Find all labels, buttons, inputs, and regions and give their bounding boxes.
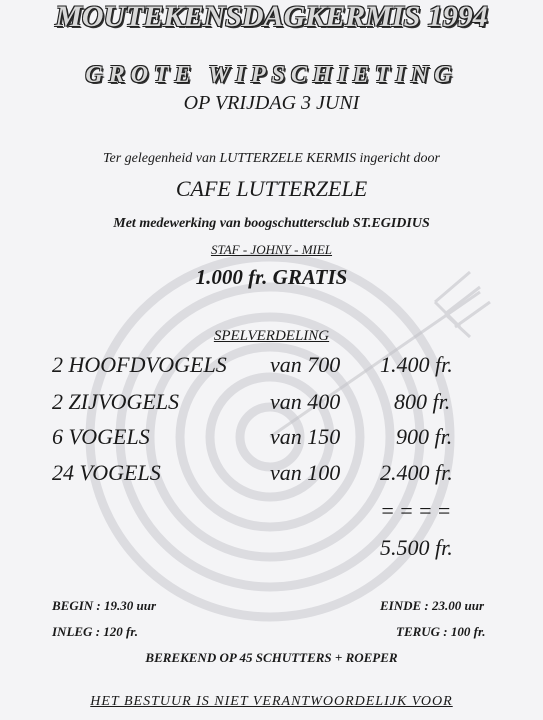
begin-time: BEGIN : 19.30 uur — [52, 598, 157, 613]
prize-total: 2.400 fr. — [380, 460, 453, 485]
poster-subtitle: GROTE WIPSCHIETING — [85, 62, 458, 88]
poster-title: MOUTEKENSDAGKERMIS 1994 — [55, 0, 488, 33]
prize-total: 900 fr. — [396, 424, 453, 449]
sum-separator: ==== — [380, 498, 456, 523]
refund: TERUG : 100 fr. — [396, 624, 486, 639]
prize-name: 24 VOGELS — [52, 460, 161, 485]
occasion-text: Ter gelegenheid van LUTTERZELE KERMIS ingericht door — [102, 151, 441, 166]
prize-unit: van 100 — [270, 460, 341, 485]
cooperation-text: Met medewerking van boogschuttersclub ST.EGIDIUS — [113, 216, 430, 231]
prize-name: 2 ZIJVOGELS — [52, 389, 180, 414]
prize-name: 2 HOOFDVOGELS — [52, 352, 227, 377]
prize-total: 800 fr. — [394, 389, 451, 414]
calculation-note: BEREKEND OP 45 SCHUTTERS + ROEPER — [145, 650, 398, 665]
distribution-heading: SPELVERDELING — [213, 328, 330, 344]
free-prize: 1.000 fr. GRATIS — [195, 265, 348, 289]
prize-name: 6 VOGELS — [52, 424, 150, 449]
end-time: EINDE : 23.00 uur — [380, 598, 485, 613]
organizer-name: CAFE LUTTERZELE — [175, 176, 368, 201]
prize-total: 1.400 fr. — [380, 352, 453, 377]
prize-unit: van 700 — [270, 352, 341, 377]
disclaimer: HET BESTUUR IS NIET VERANTWOORDELIJK VOOR — [90, 694, 453, 709]
staff-names: STAF - JOHNY - MIEL — [210, 242, 333, 257]
event-date: OP VRIJDAG 3 JUNI — [183, 92, 360, 114]
entry-fee: INLEG : 120 fr. — [52, 624, 138, 639]
prize-unit: van 400 — [270, 389, 341, 414]
prize-unit: van 150 — [270, 424, 341, 449]
grand-total: 5.500 fr. — [380, 535, 453, 560]
